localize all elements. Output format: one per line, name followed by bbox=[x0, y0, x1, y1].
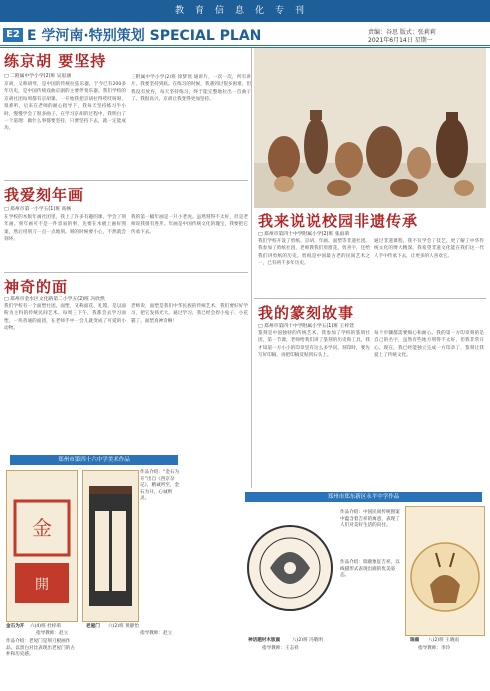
editors-line: 责编：谷思 版式：张莉莉 bbox=[368, 29, 436, 36]
article-byline-nianhua: □ 郑州市第一小学五(1)班 高畅 bbox=[4, 207, 72, 212]
article-byline-heritage: □ 郑州市第四十中学附属小学(2)班 张雨萌 bbox=[258, 232, 350, 237]
gallery-right-banner: 郑州市郑东新区永平中学作品 bbox=[245, 492, 482, 502]
article-body-heritage-1: 我们学校开设了剪纸、京胡、年画、面塑等非遗社团。我参加了剪纸社团，老师教我们剪窗花、剪喜字，还给我们讲剪纸的历史。剪纸是中国最古老的民间艺术之一，已有两千多年历史。 bbox=[258, 239, 370, 267]
article-body-mianmo-1: 我们学校有一个面塑社团。面塑，又称面花、礼馍，是以面粉为主料的传统民间艺术。每周三下午，我都会去学习面塑。一块普通的面团，在老师手中一会儿就变成了可爱的小动物。 bbox=[4, 304, 126, 332]
article-title-seal: 我的篆刻故事 bbox=[258, 304, 355, 322]
article-body-jinghu-1: 京胡，又称胡琴，是中国的传统拉弦乐器，于今已有200多年历史，是中国传统戏曲京剧的主要伴奏乐器。我们学校的京胡社团每周都有京胡课。一开始我把京胡拉得吱吱呀呀，很难听，后来在老师的耐心指导下，我每天坚持练习半小时，慢慢学会了很多曲子。在学习京胡的过程中，我明白了一个道理：做什么事都要坚持，只要坚持下去，就一定能成功。 bbox=[4, 82, 126, 132]
article-title-heritage: 我来说说校园非遗传承 bbox=[258, 212, 419, 230]
article-title-jinghu: 练京胡 要坚持 bbox=[4, 52, 107, 70]
pottery-illustration bbox=[254, 48, 486, 208]
artwork-title-3: 神话题材木版画 bbox=[248, 638, 281, 643]
column-divider bbox=[251, 48, 252, 488]
artwork-author-2: 六(2)班 黄静怡 bbox=[108, 624, 139, 629]
article-byline-jinghu: □ 二附属中学小学(2)班 吴思涵 bbox=[4, 74, 72, 79]
article-body-seal-2: 每个步骤都需要细心和耐心。我的第一方印章刻的是自己的名字，虽然有些地方刻得不太好，但我非常开心。现在，我已经能独立完成一方印章了，篆刻让我爱上了传统文化。 bbox=[374, 331, 484, 359]
article-byline-seal: □ 郑州市第四十中学附属小学五(1)班 王梓萱 bbox=[258, 324, 354, 329]
gallery-left-banner: 郑州市第四十六中学美术作品 bbox=[10, 455, 178, 465]
article-body-jinghu-2: 三附属中学小学(2)班 徐梦瑶 通讲片，一次一次，所有讲片，我要坚持到底。在练习的时候，我遇到过很多困难，但我没有放弃，每天坚持练习，终于能完整地拉出一首曲子了。我很高兴，京胡让我变得更加坚持。 bbox=[131, 75, 251, 103]
artwork-ruilu bbox=[405, 506, 485, 636]
artwork-teacher-1: 指导教师：赵立 bbox=[36, 631, 69, 636]
artwork-jinshi bbox=[6, 470, 78, 622]
article-title-mianmo: 神奇的面 bbox=[4, 278, 69, 296]
svg-text:金: 金 bbox=[32, 516, 52, 540]
article-body-mianmo-2: 老师说，面塑是我们中华民族的传统艺术，我们要好好学习，把它发扬光大。通过学习，我已经会捏小兔子、小花猫了。面塑真神奇啊！ bbox=[131, 304, 248, 324]
gallery-left-desc-2: 作品介绍：老屋门是刻刀板画作品，以黑白对比表现出老屋门的古朴和历史感。 bbox=[6, 639, 75, 657]
artwork-title-1: 金石为开 bbox=[6, 624, 25, 629]
svg-text:開: 開 bbox=[35, 577, 49, 593]
article-body-nianhua-2: 我的第一幅年画是一只小老虎。虽然刻得不太好，但是老师说我很有进步。年画是中国传统文化的瑰宝，我要把它传承下去。 bbox=[131, 215, 248, 235]
artwork-author-3: 八(2)班 冯敬明 bbox=[292, 638, 323, 643]
section-banner-title: 教育信息化专刊 bbox=[174, 6, 315, 16]
date-line: 2021年6月14日 星期一 bbox=[368, 37, 433, 44]
artwork-wumen bbox=[82, 470, 139, 622]
artwork-teacher-2: 指导教师：赵立 bbox=[140, 631, 173, 636]
artwork-title-2: 老屋门 bbox=[86, 624, 100, 629]
article-body-seal-1: 篆刻是中国独特的传统艺术，我参加了学校的篆刻社团。第一节课，老师给我们讲了篆刻的历史和工具，我才知道一方小小的印章里有这么多学问。刻印时，要先写好印稿，再把印稿反贴到石头上。 bbox=[258, 331, 370, 359]
divider bbox=[4, 180, 248, 181]
artwork-teacher-4: 指导教师：李玲 bbox=[418, 646, 451, 651]
pottery-photo bbox=[254, 48, 486, 208]
gallery-right-desc-1: 作品介绍：中国民间传统图案中蕴含着吉祥的寓意，表现了人们对美好生活的向往。 bbox=[340, 510, 400, 528]
divider bbox=[4, 272, 248, 273]
gallery-right-desc-2: 作品介绍：瑞鹿象征吉祥，以线描形式表现出鹿的优美姿态。 bbox=[340, 560, 400, 578]
artwork-author-1: 六(4)班 杜梓萌 bbox=[30, 624, 61, 629]
artwork-teacher-3: 指导教师：王志祥 bbox=[262, 646, 299, 651]
article-title-nianhua: 我爱刻年画 bbox=[4, 186, 85, 204]
deer-artwork-image bbox=[406, 507, 484, 635]
artwork-myth bbox=[245, 506, 335, 634]
artwork-author-4: 八(2)班 王晓雨 bbox=[428, 638, 459, 643]
myth-woodcut-image bbox=[245, 506, 335, 634]
article-body-nianhua-1: 在学校的木版年画社团里，我上了许多有趣的课，学会了刻年画。刻年画可不是一件容易的事，先要在木板上画好图案，然后用刻刀一点一点地刻。刻的时候要小心，不然就会刻坏。 bbox=[4, 215, 126, 243]
seal-artwork-image bbox=[7, 471, 77, 621]
article-byline-mianmo: □ 郑州市金水区文化路第二小学五(2)班 冯欣然 bbox=[4, 297, 105, 302]
article-body-heritage-2: 通过非遗课程，我不仅学会了技艺，更了解了中华传统文化的博大精深。我希望非遗文化能在我们这一代人手中传承下去，让更多的人喜欢它。 bbox=[374, 239, 484, 259]
gallery-left-desc-1: 作品介绍：“金石为开”出自《西京杂记》，精诚所至，金石为开，心诚则灵。 bbox=[140, 470, 180, 501]
woodcut-artwork-image bbox=[83, 471, 138, 621]
artwork-title-4: 瑞鹿 bbox=[410, 638, 420, 643]
masthead-title: E 学河南·特别策划 SPECIAL PLAN bbox=[27, 28, 262, 44]
edition-badge: E2 bbox=[3, 28, 23, 42]
divider bbox=[254, 298, 486, 299]
header-rule bbox=[0, 45, 490, 46]
